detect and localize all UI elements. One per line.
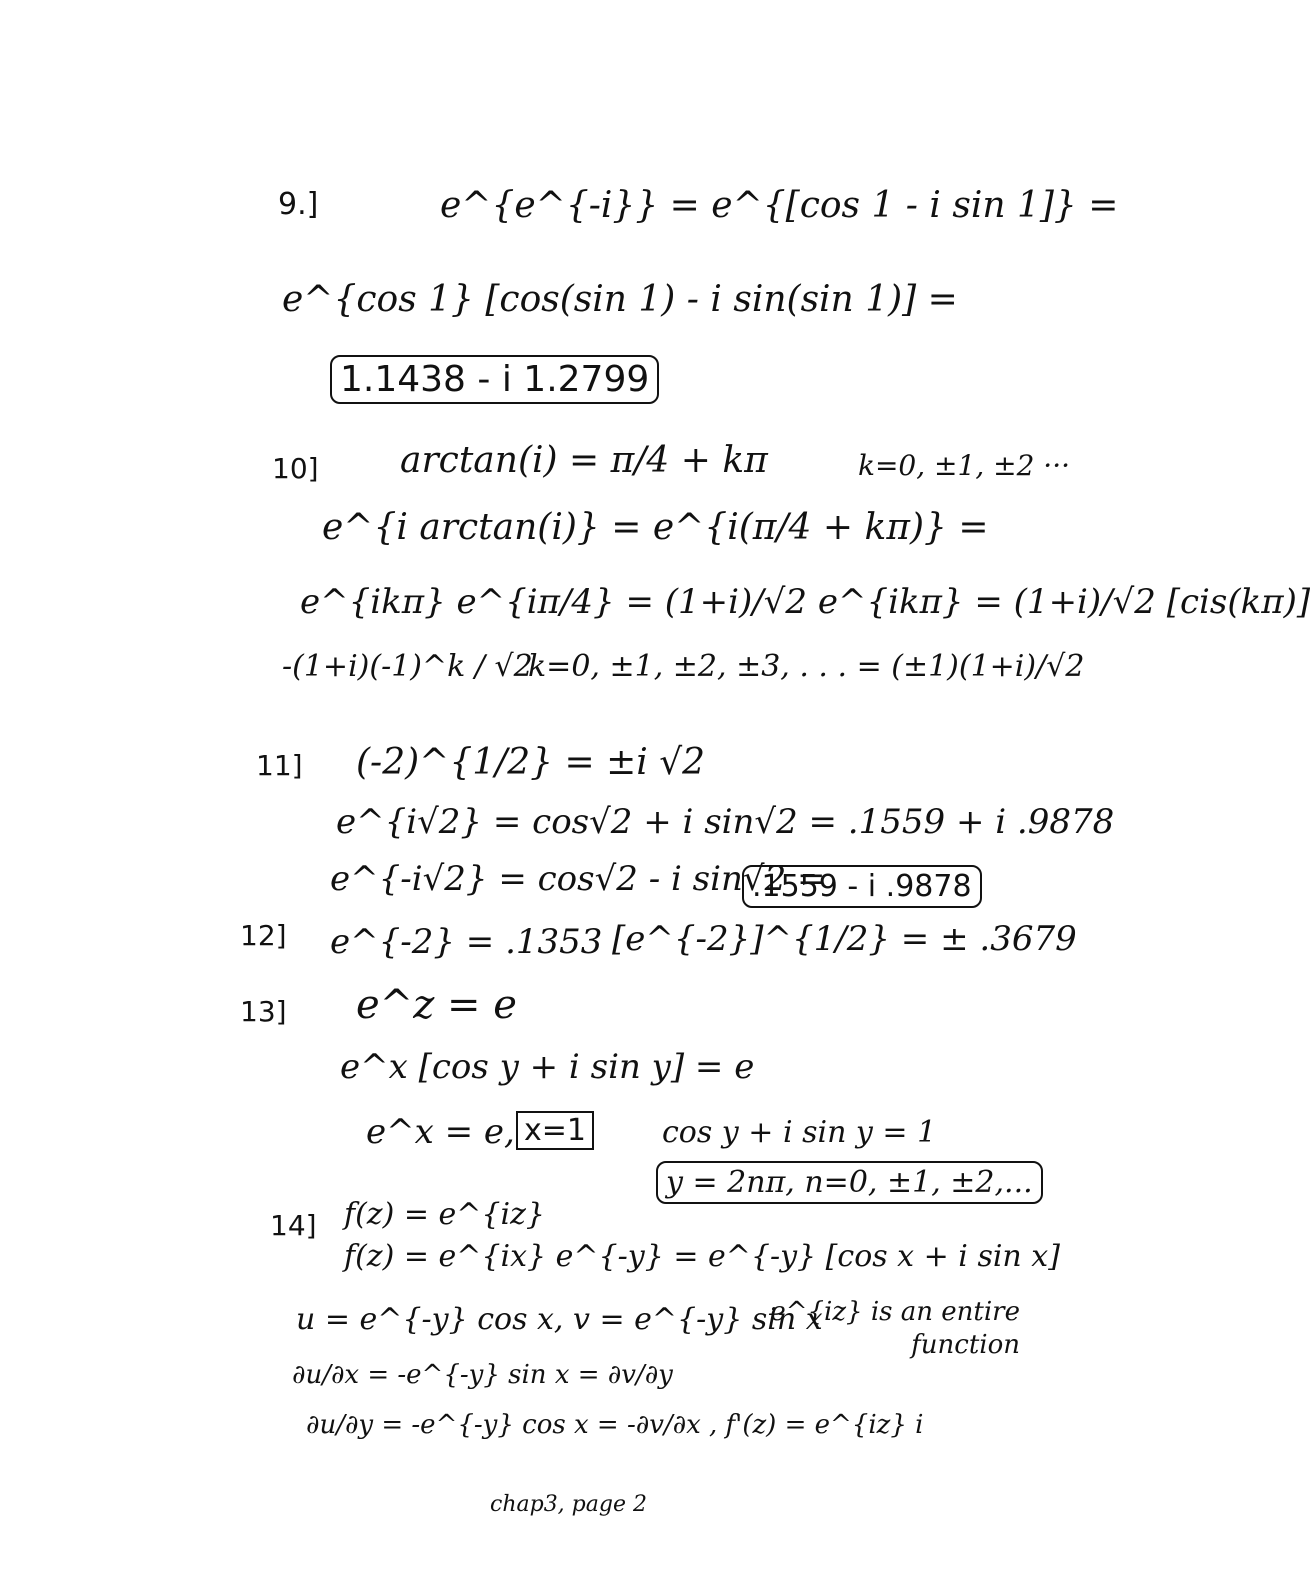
problem-11-line-3: e^{-i√2} = cos√2 - i sin√2 = xyxy=(330,859,826,899)
problem-13-line-1: e^z = e xyxy=(356,982,517,1028)
problem-9-answer: 1.1438 - i 1.2799 xyxy=(330,355,659,404)
problem-13-y-box xyxy=(656,1165,1043,1200)
problem-10-line-1: arctan(i) = π/4 + kπ xyxy=(400,440,768,481)
problem-13-line-2: e^x [cos y + i sin y] = e xyxy=(340,1047,755,1087)
problem-13-answer-x: x=1 xyxy=(516,1111,594,1150)
problem-14-line-4: ∂u/∂x = -e^{-y} sin x = ∂v/∂y xyxy=(292,1360,673,1390)
problem-10-line-4: -(1+i)(-1)^k / √2 xyxy=(282,649,533,684)
problem-9-label: 9.] xyxy=(278,187,319,222)
problem-9-answer-box xyxy=(330,359,659,400)
problem-11-line-2: e^{i√2} = cos√2 + i sin√2 = .1559 + i .9878 xyxy=(336,802,1115,842)
problem-12-line-1: e^{-2} = .1353 xyxy=(330,922,603,962)
problem-10-label: 10] xyxy=(272,452,319,485)
problem-10-k-range: k=0, ±1, ±2, ±3, . . . = (±1)(1+i)/√2 xyxy=(528,649,1085,684)
problem-10-line-2: e^{i arctan(i)} = e^{i(π/4 + kπ)} = xyxy=(322,507,989,548)
problem-9-line-2: e^{cos 1} [cos(sin 1) - i sin(sin 1)] = xyxy=(282,279,958,320)
problem-13-line-3: e^x = e, xyxy=(366,1112,515,1152)
problem-14-line-2: f(z) = e^{ix} e^{-y} = e^{-y} [cos x + i sin x] xyxy=(344,1239,1060,1274)
problem-9-line-1: e^{e^{-i}} = e^{[cos 1 - i sin 1]} = xyxy=(440,185,1119,226)
problem-13-x-box xyxy=(516,1113,594,1148)
problem-13-label: 13] xyxy=(240,995,287,1028)
problem-14-line-5: ∂u/∂y = -e^{-y} cos x = -∂v/∂x , f'(z) = e^{iz} i xyxy=(306,1410,924,1440)
problem-13-answer-y: y = 2nπ, n=0, ±1, ±2,... xyxy=(656,1161,1043,1204)
problem-13-line-3b: cos y + i sin y = 1 xyxy=(662,1115,937,1150)
problem-14-note: e^{iz} is an entire function xyxy=(770,1297,1020,1360)
problem-11-answer: .1559 - i .9878 xyxy=(742,865,982,908)
page-footer: chap3, page 2 xyxy=(490,1492,647,1517)
problem-14-line-1: f(z) = e^{iz} xyxy=(344,1197,545,1232)
problem-10-line-3: e^{ikπ} e^{iπ/4} = (1+i)/√2 e^{ikπ} = (1+i)/√2 [cis(kπ)] xyxy=(300,582,1310,622)
problem-12-line-2: [e^{-2}]^{1/2} = ± .3679 xyxy=(612,919,1077,959)
problem-11-answer-box xyxy=(742,869,982,904)
problem-14-line-3: u = e^{-y} cos x, v = e^{-y} sin x xyxy=(296,1302,823,1337)
problem-12-label: 12] xyxy=(240,919,287,952)
problem-10-k-values: k=0, ±1, ±2 ··· xyxy=(858,449,1070,482)
problem-11-label: 11] xyxy=(256,749,303,782)
problem-11-line-1: (-2)^{1/2} = ±i √2 xyxy=(356,742,706,783)
problem-14-label: 14] xyxy=(270,1209,317,1242)
